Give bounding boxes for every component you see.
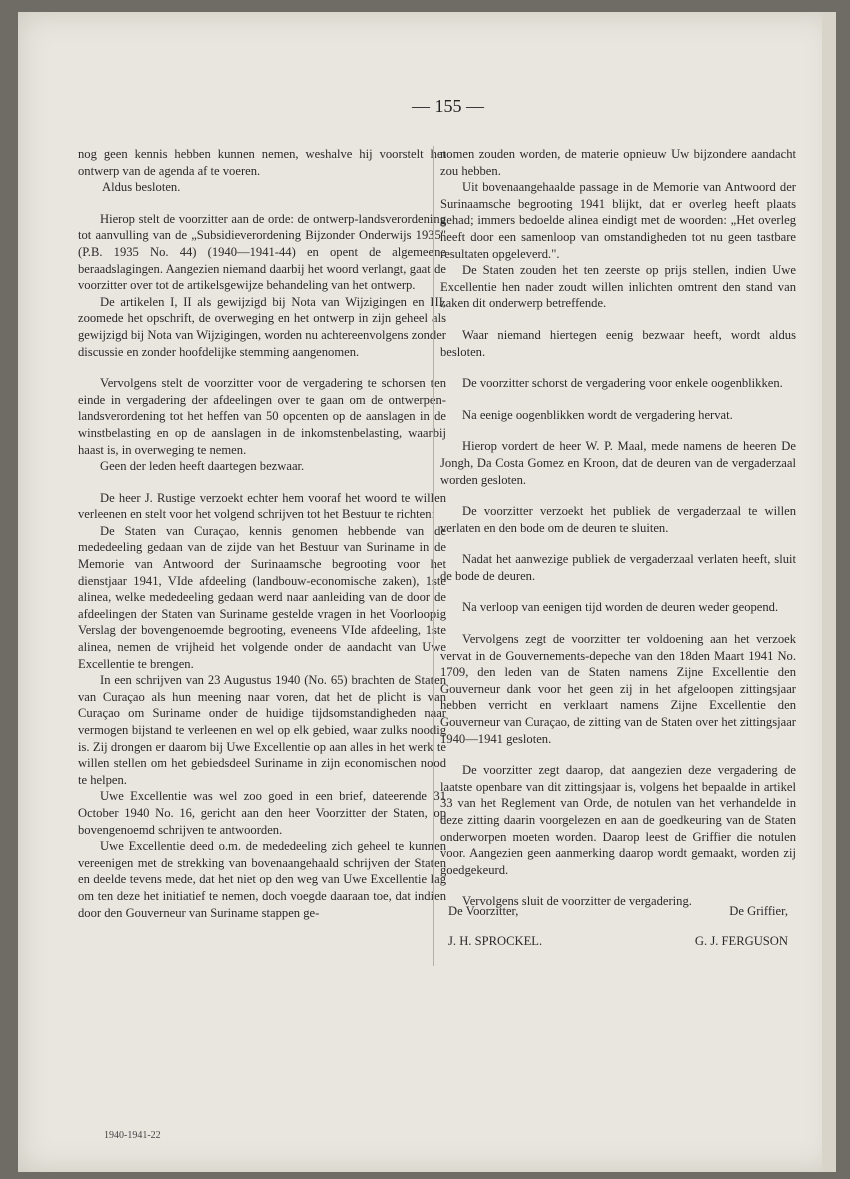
- paragraph: De Staten van Curaçao, kennis genomen hebbende van de mededeeling gedaan van de zijde van het Bestuur van Suriname in de Memorie van Antwoord der Surinaamsche begrooting voor het dienstjaar 1941, VIde afdeeling (landbouw-economische zaken), 1ste alinea, welke mededeeling gedaan werd naar aanleiding van de door de afdeelingen der Staten van Suriname gestelde vragen in het Voorloopig Verslag der bovengenoemde begrooting, eveneens VIde afdeeling, 1ste alinea, nemen de vrijheid het volgende onder de aandacht van Uwe Excellentie te brengen.: [78, 523, 446, 671]
- paragraph: De voorzitter zegt daarop, dat aangezien deze vergadering de laatste openbare van dit zittingsjaar is, volgens het bepaalde in artikel 33 van het Reglement van Orde, de notulen van het verhandelde in deze zitting daarin voorgelezen en aan de goedkeuring van de Staten onderworpen moeten worden. Daarop leest de Griffier die notulen voor. Aangezien geen aanmerking daarop wordt gemaakt, worden zij goedgekeurd.: [440, 763, 796, 877]
- paragraph: Uit bovenaangehaalde passage in de Memorie van Antwoord der Surinaamsche begrooting 1941 blijkt, dat er overleg heeft plaats gehad; immers bedoelde alinea eindigt met de woorden: „Het overleg heeft door een samenloop van omstandigheden tot nu geen tastbare resultaten opgeleverd.".: [440, 180, 796, 261]
- paragraph: Geen der leden heeft daartegen bezwaar.: [100, 459, 305, 474]
- paragraph: De Staten zouden het ten zeerste op prijs stellen, indien Uwe Excellentie hen nader zoudt willen inlichten omtrent den stand van zaken dit onderwerp betreffende.: [440, 263, 796, 311]
- paragraph: Na verloop van eenigen tijd worden de deuren weder geopend.: [462, 600, 779, 615]
- paragraph: Uwe Excellentie deed o.m. de mededeeling zich geheel te kunnen vereenigen met de strekking van bovenaangehaald schrijven der Staten en deelde tevens mede, dat het niet op den weg van Uwe Excellentie lag om ten deze het initiatief te nemen, doch voegde daaraan toe, dat indien door den Gouverneur van Suriname stappen ge-: [78, 839, 446, 920]
- paragraph: De artikelen I, II als gewijzigd bij Nota van Wijzigingen en III, zoomede het opschrift, de overweging en het ontwerp in zijn geheel als gewijzigd bij Nota van Wijzigingen, worden nu achtereenvolgens zonder discussie en zonder hoofdelijke stemming aangenomen.: [78, 294, 446, 359]
- paragraph: Aldus besloten.: [102, 180, 181, 195]
- clerk-name: G. J. FERGUSON: [694, 934, 788, 948]
- paragraph: Na eenige oogenblikken wordt de vergadering hervat.: [462, 407, 733, 422]
- paragraph: Vervolgens stelt de voorzitter voor de vergadering te schorsen ten einde in vergadering der afdeelingen over te gaan om de ontwerpen-landsverordening tot het heffen van 50 opcenten op de aanslagen in de winstbelasting en op de aanslagen in de inkomstenbelasting, waarbij haast is, in overweging te nemen.: [78, 376, 446, 457]
- paragraph: Hierop stelt de voorzitter aan de orde: de ontwerp-landsverordening tot aanvulling van de „Subsidieverordening Bijzonder Onderwijs 1935" (P.B. 1935 No. 44) (1940—1941-44) en opent de algemeene beraadslagingen. Aangezien niemand daarbij het woord verlangt, gaat de voorzitter over tot de artikelsgewijze behandeling van het ontwerp.: [78, 211, 446, 293]
- scan-edge: [822, 12, 836, 1172]
- right-column: [440, 146, 796, 910]
- column-divider: [433, 146, 434, 966]
- paragraph: Nadat het aanwezige publiek de vergaderzaal verlaten heeft, sluit de bode de deuren.: [440, 552, 796, 583]
- paragraph: De heer J. Rustige verzoekt echter hem vooraf het woord te willen verleenen en stelt voor het volgend schrijven tot het Bestuur te richten:: [78, 490, 446, 522]
- paragraph: In een schrijven van 23 Augustus 1940 (No. 65) brachten de Staten van Curaçao als hun meening naar voren, dat het de plicht is van Curaçao om Suriname onder de huidige tijdsomstandigheden naar vermogen bijstand te verleenen en wel op elk gebied, waar zulks noodig is. Zij drongen er daarom bij Uwe Excellentie op aan alles in het werk te willen stellen om het gebiedsdeel Suriname in zijn economischen nood te helpen.: [78, 673, 446, 787]
- paragraph: De voorzitter schorst de vergadering voor enkele oogenblikken.: [462, 376, 783, 391]
- chair-title: De Voorzitter,: [448, 904, 519, 918]
- paragraph: nog geen kennis hebben kunnen nemen, weshalve hij voorstelt het ontwerp van de agenda af te voeren.: [78, 147, 446, 178]
- paragraph: Waar niemand hiertegen eenig bezwaar heeft, wordt aldus besloten.: [440, 327, 796, 359]
- document-page: [18, 12, 836, 1172]
- left-column: [78, 146, 446, 921]
- paragraph: nomen zouden worden, de materie opnieuw Uw bijzondere aandacht zou hebben.: [440, 147, 796, 178]
- footer-code: 1940-1941-22: [104, 1130, 161, 1141]
- paragraph: Vervolgens zegt de voorzitter ter voldoening aan het verzoek vervat in de Gouvernements-depeche van den 18den Maart 1941 No. 1709, den leden van de Staten namens Zijne Excellentie den Gouverneur dank voor het geen zij in het afgeloopen zittingsjaar hebben verricht en verklaart namens Zijne Excellentie den Gouverneur van Curaçao, de zitting van de Staten over het zittingsjaar 1940—1941 gesloten.: [440, 632, 796, 746]
- paragraph: Uwe Excellentie was wel zoo goed in een brief, dateerende 31 October 1940 No. 16, gericht aan den heer Voorzitter der Staten, op bovengenoemd schrijven te antwoorden.: [78, 789, 446, 837]
- chair-name: J. H. SPROCKEL.: [448, 934, 543, 948]
- paragraph: De voorzitter verzoekt het publiek de vergaderzaal te willen verlaten en den bode om de deuren te sluiten.: [440, 504, 796, 535]
- page-number: — 155 —: [412, 96, 484, 116]
- paragraph: Vervolgens sluit de voorzitter de vergadering.: [462, 894, 692, 909]
- paragraph: Hierop vordert de heer W. P. Maal, mede namens de heeren De Jongh, Da Costa Gomez en Kroon, dat de deuren van de vergaderzaal worden gesloten.: [440, 439, 796, 487]
- clerk-title: De Griffier,: [729, 904, 788, 918]
